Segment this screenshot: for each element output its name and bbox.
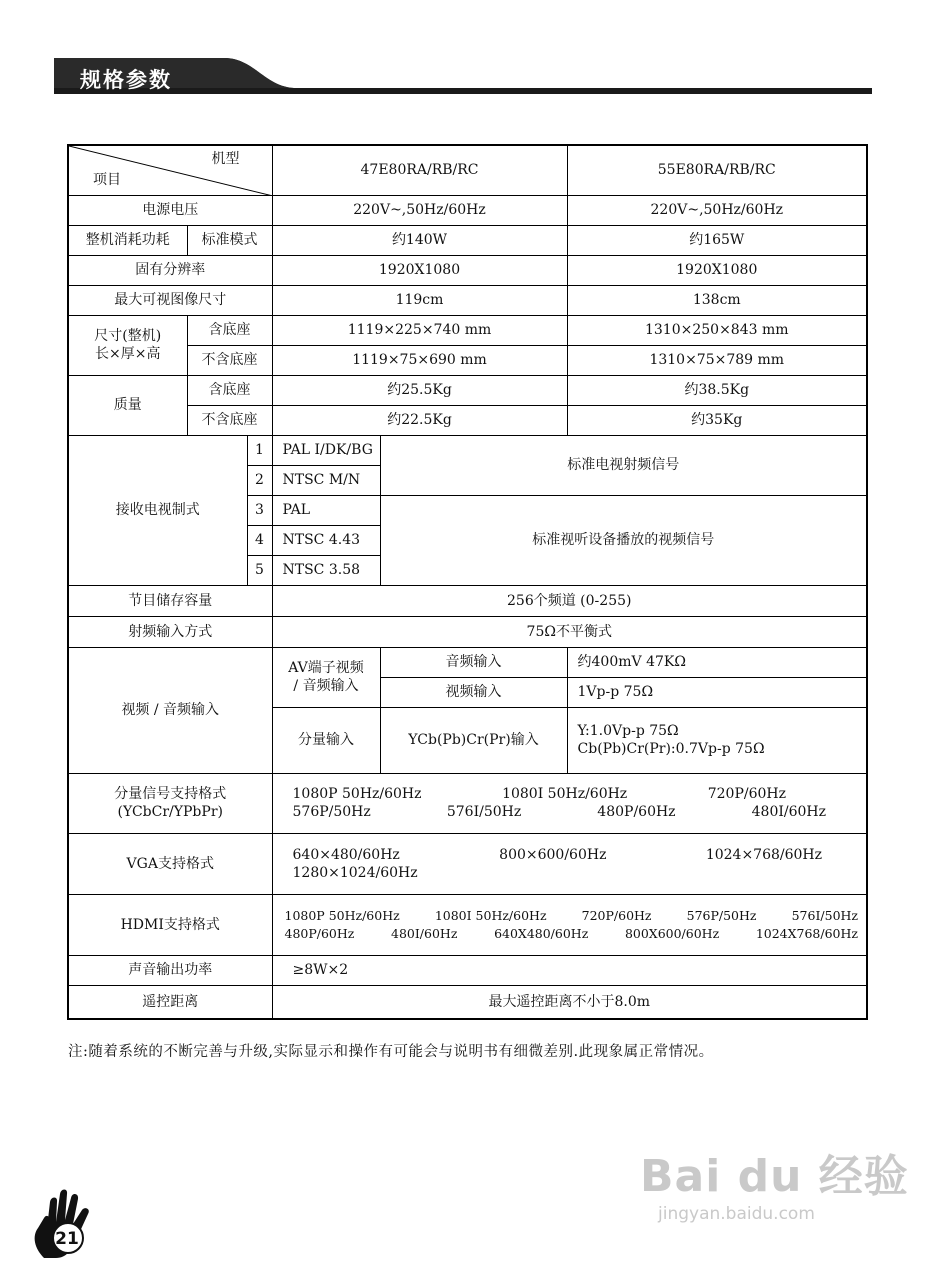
table-row (68, 195, 867, 225)
format-item: 480P/60Hz (284, 925, 355, 941)
format-item: 1080P 50Hz/60Hz (292, 786, 422, 802)
component-format-row2 (293, 803, 827, 821)
dim-without-base-b: 1310×75×789 mm (567, 345, 867, 375)
weight-label: 质量 (68, 375, 187, 435)
tv-system-name: PAL (272, 495, 380, 525)
dimension-label-line2: 长×厚×高 (95, 346, 161, 362)
tv-system-label: 接收电视制式 (68, 435, 247, 585)
tv-av-desc: 标准视听设备播放的视频信号 (380, 495, 867, 585)
corner-model-label: 机型 (211, 151, 240, 167)
audio-in-label: 音频输入 (380, 647, 567, 677)
weight-with-base-label: 含底座 (187, 375, 272, 405)
header-bar-shape (54, 56, 872, 96)
footnote: 注:随着系统的不断完善与升级,实际显示和操作有可能会与说明书有细微差别.此现象属正常情况。 (68, 1044, 714, 1060)
format-item: 480I/60Hz (391, 925, 458, 941)
vga-format-row2 (293, 864, 823, 882)
consumption-value-a: 约140W (272, 225, 567, 255)
format-item: 720P/60Hz (581, 907, 652, 923)
video-in-label: 视频输入 (380, 677, 567, 707)
consumption-value-b: 约165W (567, 225, 867, 255)
power-label: 电源电压 (68, 195, 272, 225)
vga-format-values (272, 833, 867, 894)
page-number: 21 (55, 1229, 79, 1249)
table-row (68, 375, 867, 405)
format-item: 720P/60Hz (707, 786, 786, 802)
tv-rf-desc: 标准电视射频信号 (380, 435, 867, 495)
channel-value: 256个频道 (0-255) (272, 585, 867, 616)
table-row (68, 285, 867, 315)
watermark-url: jingyan.baidu.com (658, 1204, 815, 1224)
watermark-logo: Bai du 经验 (640, 1151, 909, 1202)
table-row (68, 315, 867, 345)
format-item: 1080I 50Hz/60Hz (502, 786, 628, 802)
consumption-label: 整机消耗功耗 (68, 225, 187, 255)
table-row (68, 773, 867, 833)
corner-cell (68, 145, 272, 195)
spec-table (67, 144, 868, 1020)
av-input-label: 视频 / 音频输入 (68, 647, 272, 773)
dim-with-base-label: 含底座 (187, 315, 272, 345)
weight-without-base-a: 约22.5Kg (272, 405, 567, 435)
format-item: 576P/50Hz (292, 804, 371, 820)
format-item: 576P/50Hz (686, 907, 757, 923)
tv-system-name: NTSC M/N (272, 465, 380, 495)
power-value-b: 220V~,50Hz/60Hz (567, 195, 867, 225)
format-item: 1024X768/60Hz (755, 925, 858, 941)
hdmi-format-row1 (285, 907, 859, 925)
av-terminal-line2: / 音频输入 (293, 678, 359, 694)
weight-without-base-label: 不含底座 (187, 405, 272, 435)
component-format-label-line1: 分量信号支持格式 (114, 786, 227, 802)
hdmi-format-label: HDMI支持格式 (68, 894, 272, 955)
dim-without-base-a: 1119×75×690 mm (272, 345, 567, 375)
weight-with-base-a: 约25.5Kg (272, 375, 567, 405)
tv-system-num: 2 (247, 465, 272, 495)
tv-system-num: 5 (247, 555, 272, 585)
rf-value: 75Ω不平衡式 (272, 616, 867, 647)
format-item: 640×480/60Hz (292, 846, 400, 863)
table-row (68, 894, 867, 955)
vga-format-row1 (293, 846, 823, 864)
tv-system-num: 1 (247, 435, 272, 465)
dim-with-base-b: 1310×250×843 mm (567, 315, 867, 345)
format-item: 800X600/60Hz (624, 925, 720, 941)
vga-format-label: VGA支持格式 (68, 833, 272, 894)
weight-with-base-b: 约38.5Kg (567, 375, 867, 405)
consumption-mode: 标准模式 (187, 225, 272, 255)
tv-system-num: 4 (247, 525, 272, 555)
format-item: 576I/50Hz (446, 804, 522, 820)
model-a-header: 47E80RA/RB/RC (272, 145, 567, 195)
dim-with-base-a: 1119×225×740 mm (272, 315, 567, 345)
dim-without-base-label: 不含底座 (187, 345, 272, 375)
tv-system-row (68, 435, 867, 465)
video-in-value: 1Vp-p 75Ω (567, 677, 867, 707)
resolution-value-a: 1920X1080 (272, 255, 567, 285)
table-row (68, 833, 867, 894)
component-format-label-line2: (YCbCr/YPbPr) (117, 804, 223, 820)
component-value-line2: Cb(Pb)Cr(Pr):0.7Vp-p 75Ω (577, 741, 765, 757)
hdmi-format-values (272, 894, 867, 955)
table-row (68, 225, 867, 255)
tv-system-name: PAL I/DK/BG (272, 435, 380, 465)
dimension-label-line1: 尺寸(整机) (94, 328, 162, 344)
rf-label: 射频输入方式 (68, 616, 272, 647)
hand-icon (30, 1188, 100, 1260)
baidu-watermark (640, 1140, 909, 1224)
max-size-value-a: 119cm (272, 285, 567, 315)
format-item: 1080P 50Hz/60Hz (284, 907, 400, 923)
table-header-row (68, 145, 867, 195)
dimension-label (68, 315, 187, 375)
tv-system-name: NTSC 3.58 (272, 555, 380, 585)
audio-in-value: 约400mV 47KΩ (567, 647, 867, 677)
table-row (68, 647, 867, 677)
channel-label: 节目储存容量 (68, 585, 272, 616)
power-value-a: 220V~,50Hz/60Hz (272, 195, 567, 225)
format-item: 640X480/60Hz (494, 925, 589, 941)
format-item: 1080I 50Hz/60Hz (434, 907, 547, 923)
component-value-line1: Y:1.0Vp-p 75Ω (577, 723, 679, 739)
format-item: 576I/50Hz (791, 907, 859, 923)
format-item: 1024×768/60Hz (705, 846, 823, 863)
tv-system-num: 3 (247, 495, 272, 525)
sound-power-label: 声音输出功率 (68, 955, 272, 985)
component-format-row1 (293, 785, 827, 803)
section-header (54, 56, 872, 96)
resolution-label: 固有分辨率 (68, 255, 272, 285)
table-row (68, 255, 867, 285)
format-item: 1280×1024/60Hz (292, 864, 418, 881)
sound-power-value: ≥8W×2 (272, 955, 867, 985)
corner-item-label: 项目 (93, 171, 121, 188)
remote-range-value: 最大遥控距离不小于8.0m (272, 985, 867, 1019)
component-format-values (272, 773, 867, 833)
av-terminal-label (272, 647, 380, 707)
av-terminal-line1: AV端子视频 (288, 660, 364, 676)
weight-without-base-b: 约35Kg (567, 405, 867, 435)
hdmi-format-row2 (285, 925, 859, 943)
format-item: 480I/60Hz (751, 804, 827, 820)
model-b-header: 55E80RA/RB/RC (567, 145, 867, 195)
max-size-value-b: 138cm (567, 285, 867, 315)
max-size-label: 最大可视图像尺寸 (68, 285, 272, 315)
table-row (68, 405, 867, 435)
format-item: 480P/60Hz (597, 804, 676, 820)
table-row (68, 345, 867, 375)
resolution-value-b: 1920X1080 (567, 255, 867, 285)
component-value (567, 707, 867, 773)
component-label: 分量输入 (272, 707, 380, 773)
table-row (68, 985, 867, 1019)
table-row (68, 955, 867, 985)
format-item: 800×600/60Hz (499, 846, 607, 863)
component-sub-label: YCb(Pb)Cr(Pr)输入 (380, 707, 567, 773)
table-row (68, 616, 867, 647)
remote-range-label: 遥控距离 (68, 985, 272, 1019)
tv-system-name: NTSC 4.43 (272, 525, 380, 555)
component-format-label (68, 773, 272, 833)
page-title: 规格参数 (80, 68, 172, 92)
table-row (68, 585, 867, 616)
